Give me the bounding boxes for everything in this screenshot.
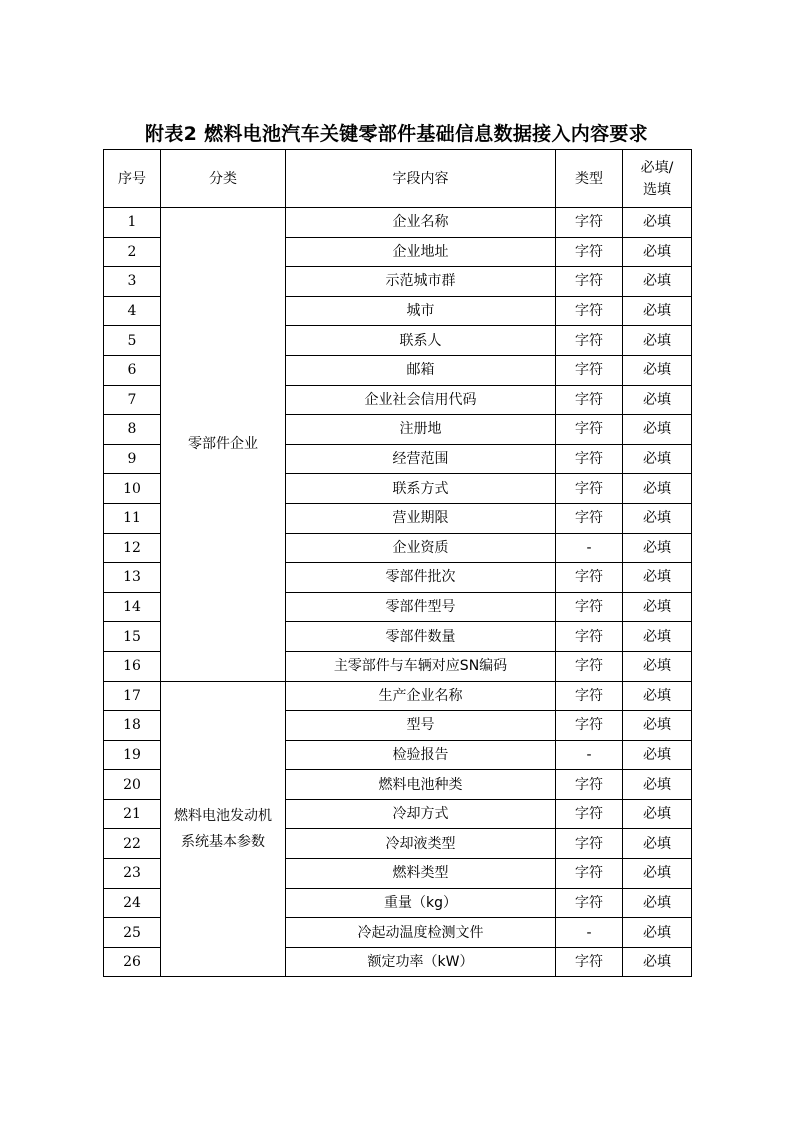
field-required: 必填 (623, 563, 692, 593)
field-content: 企业名称 (286, 208, 556, 238)
field-required: 必填 (623, 859, 692, 889)
field-type: 字符 (556, 208, 623, 238)
row-number: 9 (104, 444, 161, 474)
field-required: 必填 (623, 326, 692, 356)
field-content: 检验报告 (286, 740, 556, 770)
field-required: 必填 (623, 711, 692, 741)
row-number: 4 (104, 296, 161, 326)
field-type: 字符 (556, 563, 623, 593)
field-required: 必填 (623, 444, 692, 474)
row-number: 19 (104, 740, 161, 770)
field-required: 必填 (623, 622, 692, 652)
header-required (623, 150, 692, 208)
field-content: 邮箱 (286, 355, 556, 385)
field-type: 字符 (556, 799, 623, 829)
field-required: 必填 (623, 296, 692, 326)
field-content: 经营范围 (286, 444, 556, 474)
row-number: 21 (104, 799, 161, 829)
field-content: 冷却液类型 (286, 829, 556, 859)
field-content: 燃料类型 (286, 859, 556, 889)
field-content: 联系人 (286, 326, 556, 356)
header-field: 字段内容 (286, 150, 556, 208)
field-required: 必填 (623, 947, 692, 977)
field-type: 字符 (556, 651, 623, 681)
field-type: 字符 (556, 829, 623, 859)
field-content: 营业期限 (286, 503, 556, 533)
field-type: 字符 (556, 267, 623, 297)
row-number: 22 (104, 829, 161, 859)
field-type: 字符 (556, 296, 623, 326)
field-type: 字符 (556, 622, 623, 652)
row-number: 16 (104, 651, 161, 681)
row-number: 3 (104, 267, 161, 297)
field-content: 主零部件与车辆对应SN编码 (286, 651, 556, 681)
field-type: 字符 (556, 770, 623, 800)
field-content: 冷起动温度检测文件 (286, 918, 556, 948)
row-number: 1 (104, 208, 161, 238)
field-required: 必填 (623, 681, 692, 711)
table-row (104, 208, 692, 238)
field-content: 型号 (286, 711, 556, 741)
field-type: 字符 (556, 711, 623, 741)
row-number: 11 (104, 503, 161, 533)
row-number: 7 (104, 385, 161, 415)
field-type: 字符 (556, 326, 623, 356)
header-type: 类型 (556, 150, 623, 208)
row-number: 17 (104, 681, 161, 711)
field-type: 字符 (556, 355, 623, 385)
table-row (104, 681, 692, 711)
row-number: 26 (104, 947, 161, 977)
header-no: 序号 (104, 150, 161, 208)
field-content: 零部件批次 (286, 563, 556, 593)
field-content: 示范城市群 (286, 267, 556, 297)
table-body (104, 208, 692, 977)
row-number: 8 (104, 415, 161, 445)
row-number: 12 (104, 533, 161, 563)
table-header-row (104, 150, 692, 208)
header-required-line1: 必填/ (640, 159, 674, 176)
field-required: 必填 (623, 474, 692, 504)
field-required: 必填 (623, 355, 692, 385)
field-content: 冷却方式 (286, 799, 556, 829)
category-cell (161, 208, 286, 682)
field-required: 必填 (623, 770, 692, 800)
field-required: 必填 (623, 829, 692, 859)
row-number: 20 (104, 770, 161, 800)
row-number: 15 (104, 622, 161, 652)
row-number: 2 (104, 237, 161, 267)
category-label: 系统基本参数 (181, 833, 265, 850)
field-content: 注册地 (286, 415, 556, 445)
field-type: - (556, 533, 623, 563)
field-content: 联系方式 (286, 474, 556, 504)
field-type: 字符 (556, 385, 623, 415)
field-type: - (556, 918, 623, 948)
field-content: 额定功率（kW） (286, 947, 556, 977)
field-required: 必填 (623, 533, 692, 563)
row-number: 24 (104, 888, 161, 918)
row-number: 5 (104, 326, 161, 356)
field-required: 必填 (623, 415, 692, 445)
header-category: 分类 (161, 150, 286, 208)
field-content: 企业地址 (286, 237, 556, 267)
row-number: 18 (104, 711, 161, 741)
row-number: 23 (104, 859, 161, 889)
field-content: 燃料电池种类 (286, 770, 556, 800)
field-required: 必填 (623, 208, 692, 238)
field-type: 字符 (556, 859, 623, 889)
field-required: 必填 (623, 651, 692, 681)
category-label: 燃料电池发动机 (174, 807, 272, 824)
field-required: 必填 (623, 799, 692, 829)
row-number: 14 (104, 592, 161, 622)
field-type: 字符 (556, 474, 623, 504)
field-type: 字符 (556, 947, 623, 977)
field-type: - (556, 740, 623, 770)
field-required: 必填 (623, 267, 692, 297)
category-cell (161, 681, 286, 977)
row-number: 25 (104, 918, 161, 948)
field-content: 零部件数量 (286, 622, 556, 652)
field-type: 字符 (556, 237, 623, 267)
field-content: 重量（kg） (286, 888, 556, 918)
field-required: 必填 (623, 503, 692, 533)
header-required-line2: 选填 (643, 181, 671, 198)
field-type: 字符 (556, 444, 623, 474)
field-content: 企业社会信用代码 (286, 385, 556, 415)
field-content: 零部件型号 (286, 592, 556, 622)
field-content: 城市 (286, 296, 556, 326)
field-type: 字符 (556, 503, 623, 533)
field-content: 企业资质 (286, 533, 556, 563)
field-required: 必填 (623, 918, 692, 948)
field-required: 必填 (623, 385, 692, 415)
field-type: 字符 (556, 592, 623, 622)
field-required: 必填 (623, 888, 692, 918)
row-number: 10 (104, 474, 161, 504)
field-type: 字符 (556, 888, 623, 918)
field-required: 必填 (623, 740, 692, 770)
row-number: 13 (104, 563, 161, 593)
field-required: 必填 (623, 237, 692, 267)
field-type: 字符 (556, 415, 623, 445)
field-required: 必填 (623, 592, 692, 622)
row-number: 6 (104, 355, 161, 385)
field-content: 生产企业名称 (286, 681, 556, 711)
page-title: 附表2 燃料电池汽车关键零部件基础信息数据接入内容要求 (145, 123, 648, 145)
category-label: 零部件企业 (188, 436, 258, 453)
field-type: 字符 (556, 681, 623, 711)
spec-table (103, 149, 692, 977)
